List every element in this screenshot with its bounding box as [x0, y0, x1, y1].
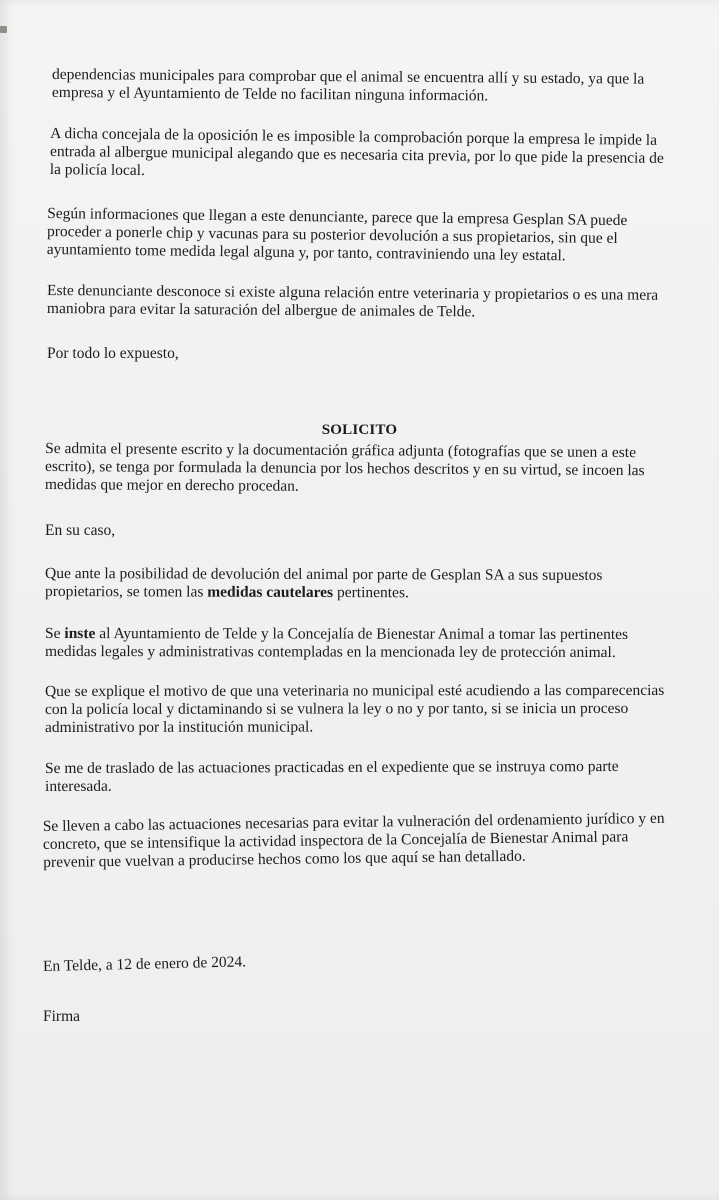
section-heading-solicito: SOLICITO	[321, 422, 398, 438]
medidas-cautelares-text-after: pertinentes.	[333, 584, 409, 602]
paragraph-dependencias: dependencias municipales para comprobar que el animal se encuentra allí y su estado, ya que la empresa y el Ayuntamiento de Telde no facilitan ninguna información.	[51, 66, 645, 105]
date-line: En Telde, a 12 de enero de 2024.	[42, 953, 247, 975]
medidas-cautelares-text-before: Que ante la posibilidad de devolución del animal por parte de Gesplan SA a sus supuestos propietarios, se tomen las	[44, 565, 603, 601]
medidas-cautelares-bold: medidas cautelares	[207, 583, 334, 602]
paragraph-actuaciones: Se lleven a cabo las actuaciones necesarias para evitar la vulneración del ordenamiento jurídico y en concreto, que se intensifique la actividad inspectora de la Concejalía de Bienestar Animal para prevenir que vuelvan a producirse hechos como los que aquí se han detallado.	[42, 809, 665, 871]
paragraph-medidas-cautelares	[45, 565, 603, 603]
paragraph-informaciones: Según informaciones que llegan a este denunciante, parece que la empresa Gesplan SA puede proceder a ponerle chip y vacunas para su posterior devolución a sus propietarios, sin que el ayuntamiento tome medida legal alguna y, por tanto, contraviniendo una ley estatal.	[46, 205, 628, 265]
inste-bold: inste	[64, 625, 96, 643]
paragraph-en-su-caso: En su caso,	[45, 522, 116, 539]
paragraph-admita: Se admita el presente escrito y la documentación gráfica adjunta (fotografías que se unen a este escrito), se tenga por formulada la denuncia por los hechos descritos y en su virtud, se incoen las medidas que mejor en derecho procedan.	[44, 440, 645, 495]
paragraph-veterinaria: Que se explique el motivo de que una veterinaria no municipal esté acudiendo a las comparecencias con la policía local y dictaminando si se vulnera la ley o no y por tanto, si se inicia un proceso administrativo por la institución municipal.	[44, 681, 665, 736]
signature-label: Firma	[43, 1008, 81, 1025]
paragraph-traslado: Se me de traslado de las actuaciones practicadas en el expediente que se instruya como parte interesada.	[44, 757, 619, 795]
paragraph-desconoce: Este denunciante desconoce si existe alguna relación entre veterinaria y propietarios o es una mera maniobra para evitar la saturación del albergue de animales de Telde.	[46, 282, 659, 321]
inste-text-after: al Ayuntamiento de Telde y la Concejalía de Bienestar Animal a tomar las pertinentes medidas legales y administrativas contempladas en la mencionada ley de protección animal.	[44, 625, 629, 661]
paragraph-inste	[45, 625, 628, 662]
inste-text-before: Se	[45, 625, 65, 643]
page-edge-mark	[0, 26, 7, 33]
paragraph-concejala: A dicha concejala de la oposición le es imposible la comprobación porque la empresa le impide la entrada al albergue municipal alegando que es necesaria cita previa, por lo que pide la presencia de la policía local.	[49, 125, 664, 180]
paragraph-expuesto: Por todo lo expuesto,	[47, 345, 179, 362]
